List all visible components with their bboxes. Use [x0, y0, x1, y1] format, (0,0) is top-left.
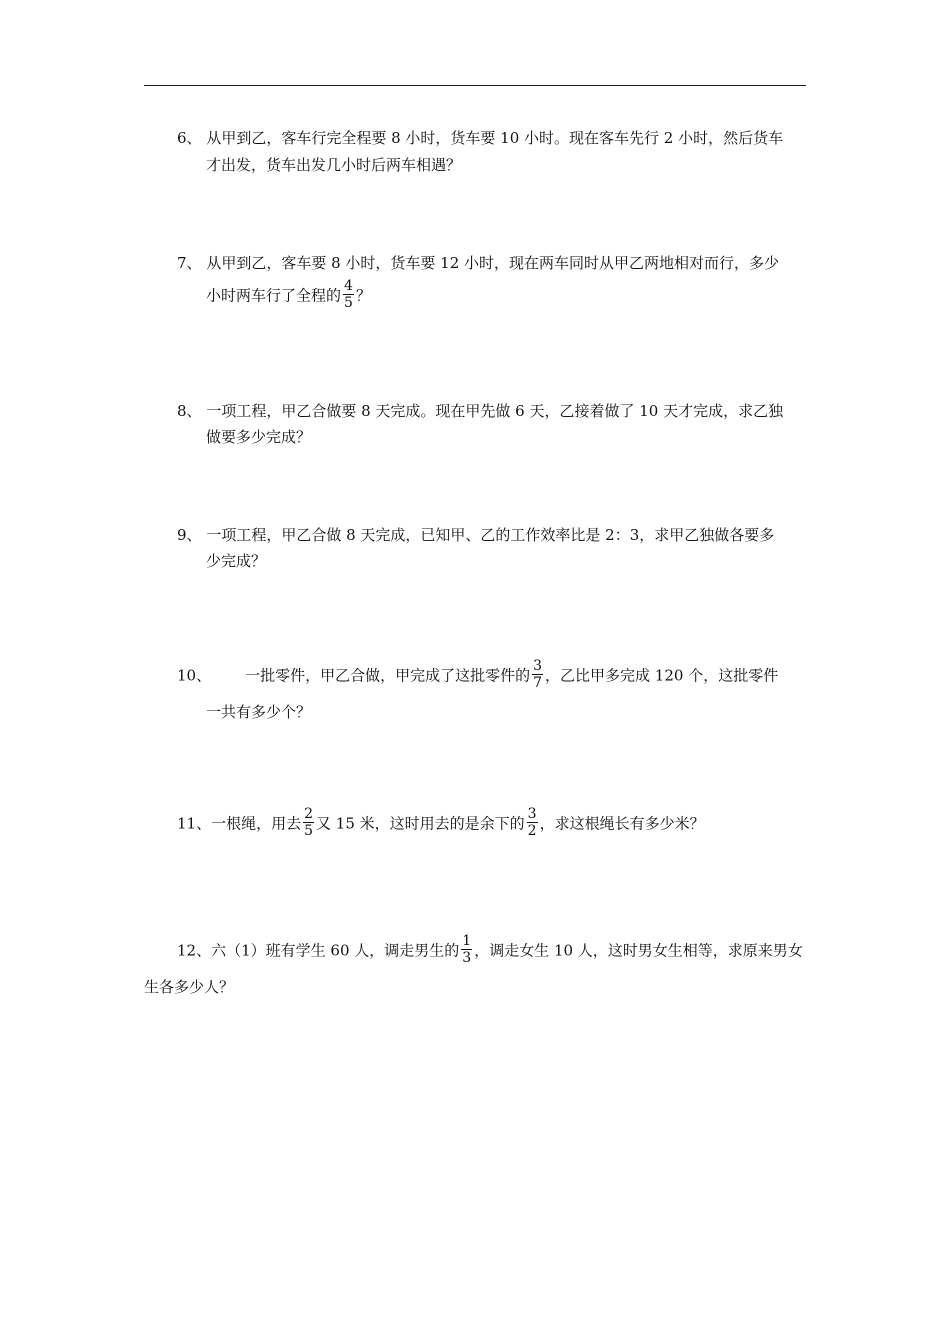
problem-7-text-1: 从甲到乙，客车要 8 小时，货车要 12 小时，现在两车同时从甲乙两地相对而行，多少	[206, 254, 780, 272]
fraction-denominator: 3	[462, 950, 472, 966]
fraction-4-5	[343, 278, 354, 311]
problem-9-number: 9、	[177, 526, 202, 544]
fraction-1-3	[461, 933, 472, 966]
fraction-3-2	[527, 806, 538, 839]
problem-7-text-2: 小时两车行了全程的	[206, 286, 342, 305]
problem-7-text-3: ？	[355, 286, 371, 305]
fraction-denominator: 5	[344, 295, 353, 311]
problem-11-text-1: 一根绳，用去	[211, 814, 302, 833]
problem-12-text-3: 生各多少人？	[144, 978, 235, 996]
problem-7-number: 7、	[177, 254, 202, 272]
problem-6-line-1	[177, 128, 783, 148]
fraction-denominator: 5	[304, 823, 314, 839]
problem-11-number: 11、	[177, 814, 212, 833]
problem-10-text-1: 一批零件，甲乙合做，甲完成了这批零件的	[245, 666, 531, 685]
problem-12-text-1: 六（1）班有学生 60 人，调走男生的	[211, 941, 460, 960]
problem-6-number: 6、	[177, 129, 202, 147]
problem-11-line-1	[177, 808, 705, 841]
header-rule	[144, 85, 806, 86]
problem-12-line-1	[177, 935, 803, 968]
problem-12-text-2: ，调走女生 10 人，这时男女生相等，求原来男女	[474, 941, 803, 960]
problem-10-text-3: 一共有多少个？	[206, 703, 312, 721]
problem-8-text-2: 做要多少完成？	[206, 428, 312, 446]
problem-7-line-1	[177, 253, 779, 273]
problem-10-line-1	[177, 660, 778, 693]
fraction-numerator: 2	[304, 806, 314, 822]
problem-8-line-1	[177, 401, 783, 421]
problem-8-number: 8、	[177, 402, 202, 420]
problem-7-line-2	[206, 280, 371, 313]
problem-8-text-1: 一项工程，甲乙合做要 8 天完成。现在甲先做 6 天，乙接着做了 10 天才完成，求乙独	[206, 402, 784, 420]
problem-10-number: 10、	[177, 666, 212, 685]
problem-6-text-1: 从甲到乙，客车行完全程要 8 小时，货车要 10 小时。现在客车先行 2 小时，然后货车	[206, 129, 784, 147]
fraction-denominator: 7	[533, 675, 543, 691]
problem-9-line-1	[177, 525, 774, 545]
problem-12-number: 12、	[177, 941, 212, 960]
problem-10-text-2: ，乙比甲多完成 120 个，这批零件	[545, 666, 779, 685]
problem-9-text-1: 一项工程，甲乙合做 8 天完成，已知甲、乙的工作效率比是 2：3，求甲乙独做各要多	[206, 526, 775, 544]
fraction-2-5	[303, 806, 314, 839]
problem-11-text-2: 又 15 米，这时用去的是余下的	[316, 814, 525, 833]
problem-9-text-2: 少完成？	[206, 552, 267, 570]
fraction-numerator: 3	[527, 806, 537, 822]
fraction-numerator: 4	[344, 278, 353, 294]
problem-11-text-3: ，求这根绳长有多少米？	[539, 814, 705, 833]
fraction-numerator: 3	[533, 658, 543, 674]
fraction-numerator: 1	[462, 933, 472, 949]
fraction-denominator: 2	[527, 823, 537, 839]
problem-6-text-2: 才出发，货车出发几小时后两车相遇？	[206, 156, 462, 174]
fraction-3-7	[532, 658, 543, 691]
